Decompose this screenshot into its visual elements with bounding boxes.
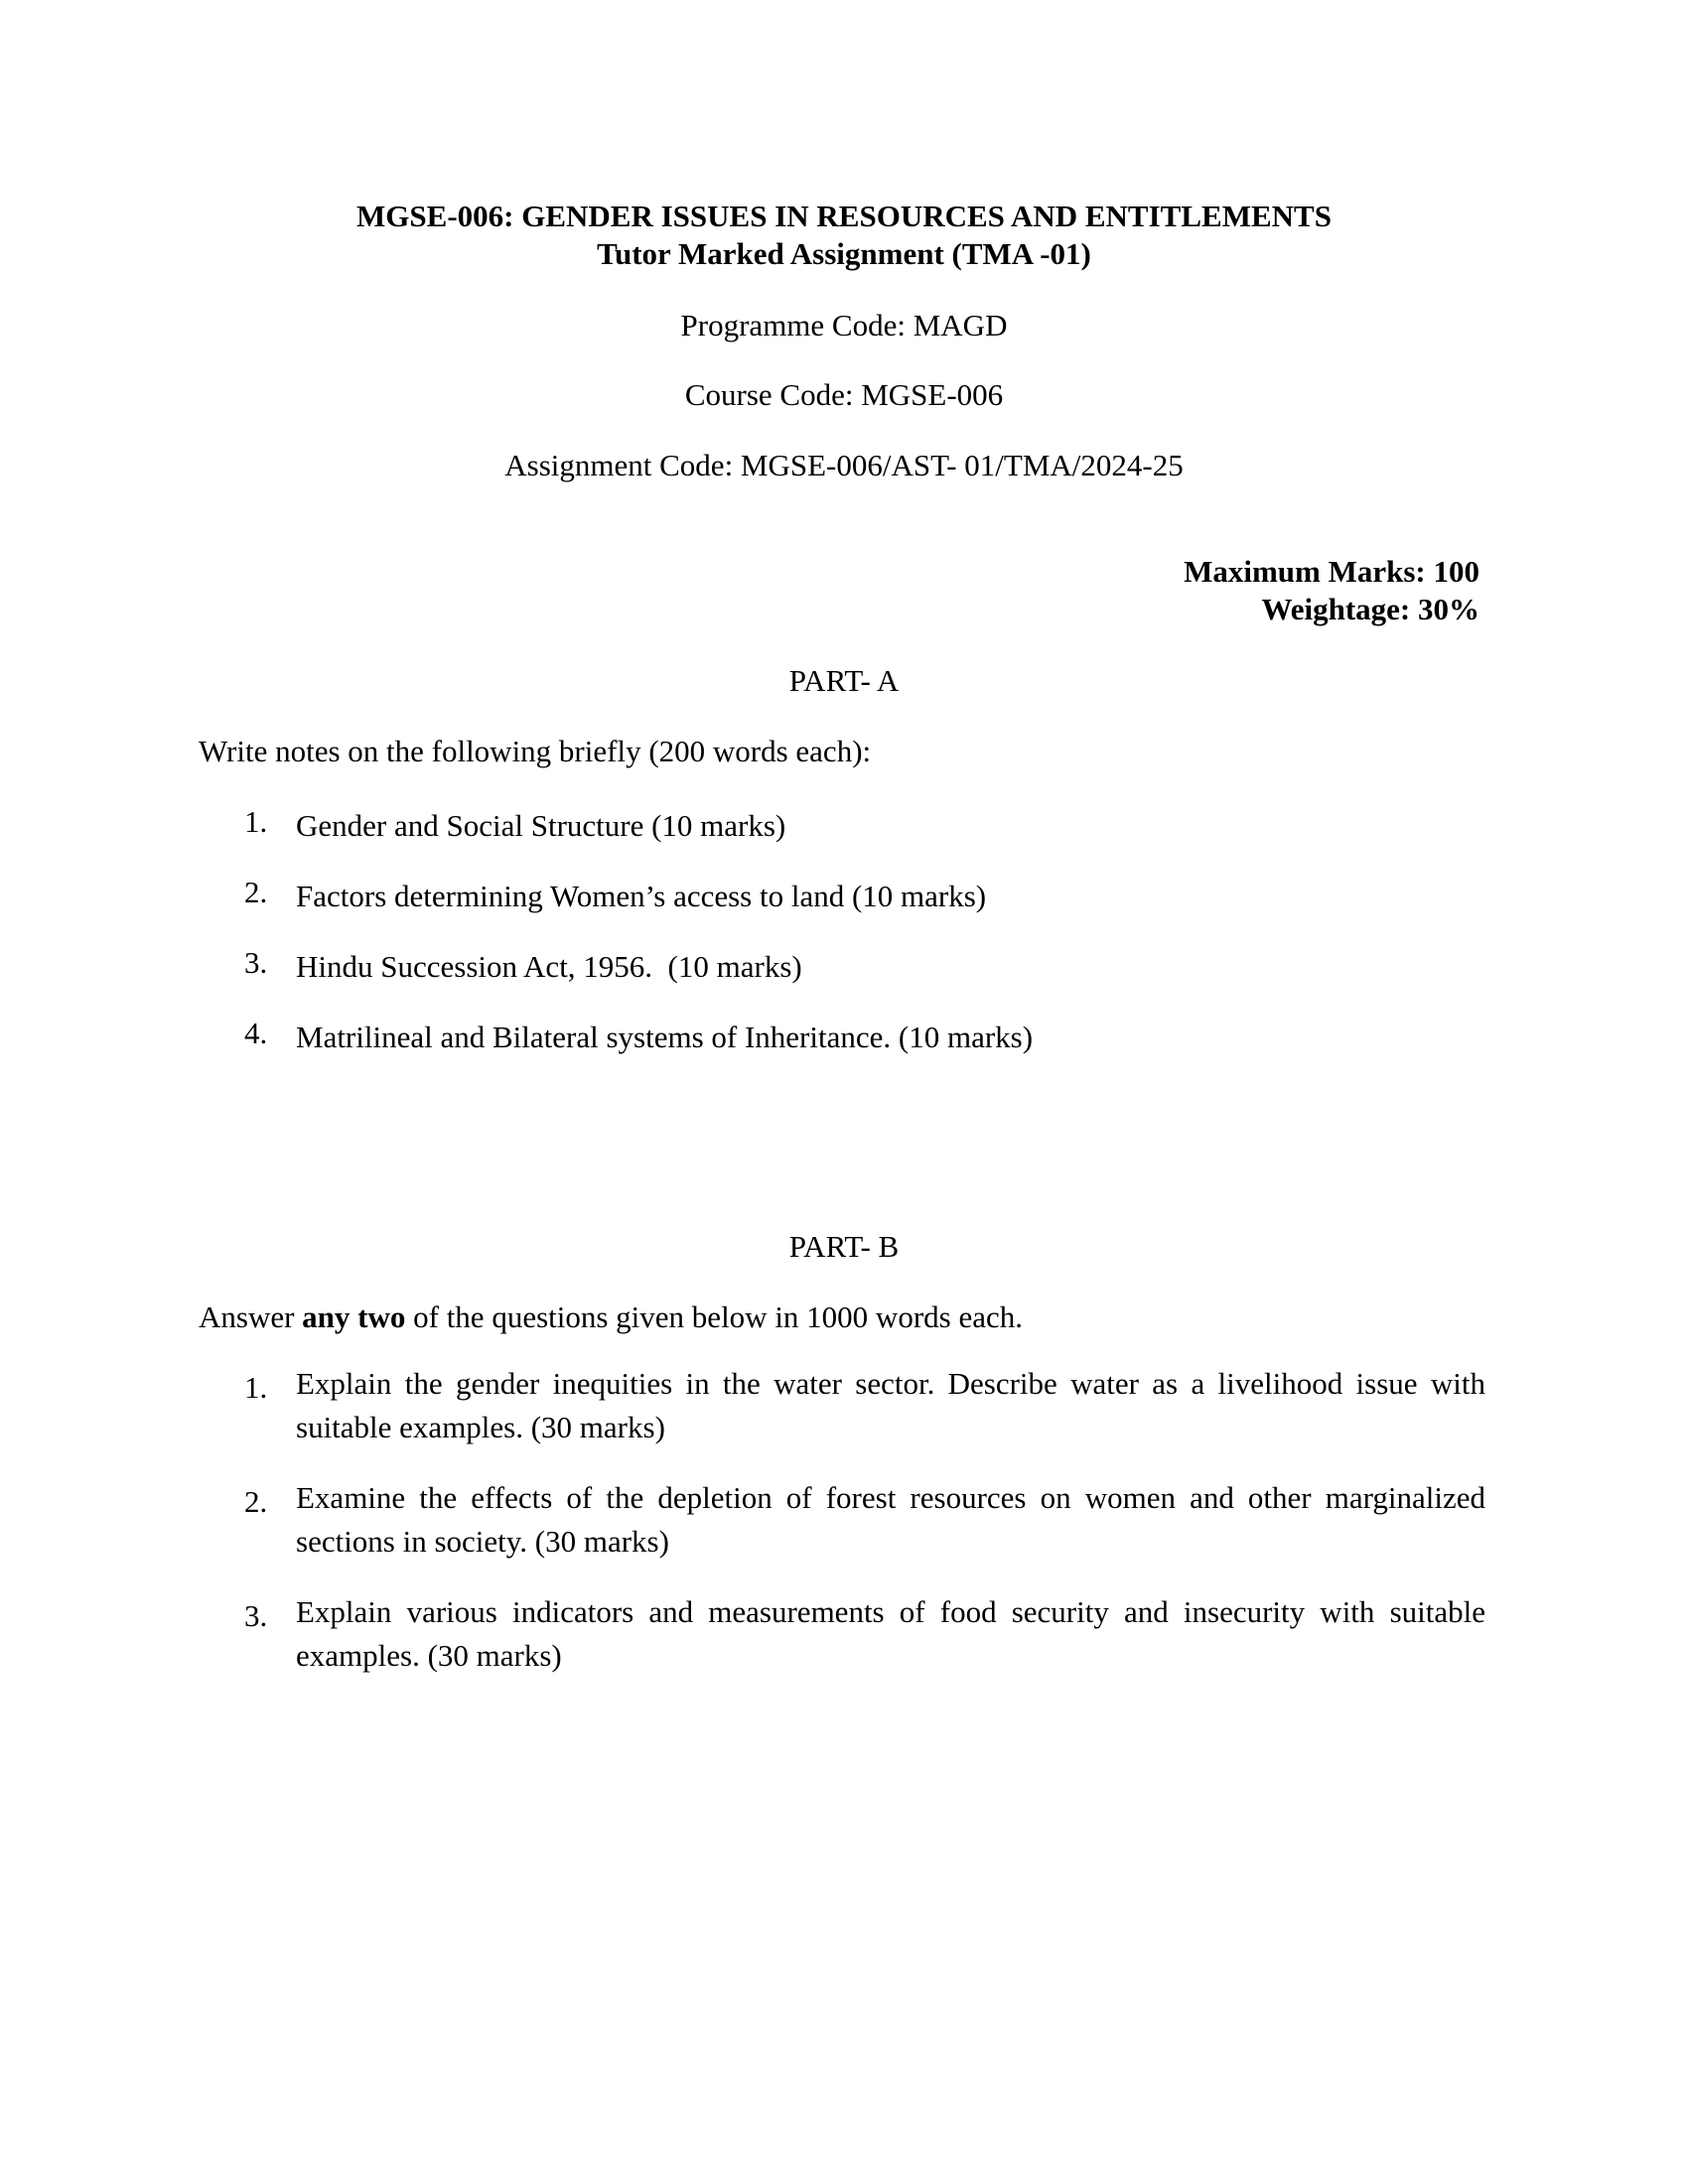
programme-code: Programme Code: MAGD — [680, 308, 1008, 342]
part-a-item — [244, 945, 1485, 989]
part-b-item — [244, 1362, 1485, 1449]
item-text: Gender and Social Structure (10 marks) — [296, 808, 786, 843]
instruction-emphasis: any two — [302, 1299, 406, 1334]
item-number: 4. — [244, 1016, 268, 1050]
item-number: 3. — [244, 945, 268, 980]
part-a-heading: PART- A — [788, 663, 900, 698]
item-number: 3. — [244, 1598, 268, 1633]
item-text: Examine the effects of the depletion of forest resources on women and other marginalized sections in society. (30 marks) — [296, 1480, 1485, 1559]
course-code: Course Code: MGSE-006 — [684, 377, 1004, 412]
part-b-instruction — [199, 1299, 1023, 1335]
weightage: Weightage: 30% — [1261, 592, 1479, 626]
item-number: 1. — [244, 1370, 268, 1405]
part-b-item — [244, 1590, 1485, 1678]
part-a-item — [244, 804, 1485, 848]
part-a-item — [244, 1016, 1485, 1059]
assignment-code: Assignment Code: MGSE-006/AST- 01/TMA/2024-25 — [504, 448, 1184, 482]
document-title: MGSE-006: GENDER ISSUES IN RESOURCES AND ENTITLEMENTS — [356, 199, 1332, 233]
item-text: Explain the gender inequities in the water sector. Describe water as a livelihood issue with suitable examples. (30 marks) — [296, 1366, 1485, 1444]
document-subtitle: Tutor Marked Assignment (TMA -01) — [597, 236, 1091, 271]
instruction-text: Answer — [199, 1299, 303, 1334]
part-a-instruction: Write notes on the following briefly (200 words each): — [199, 734, 872, 768]
item-text: Hindu Succession Act, 1956. (10 marks) — [296, 949, 802, 984]
part-b-heading: PART- B — [788, 1229, 900, 1264]
maximum-marks: Maximum Marks: 100 — [1184, 554, 1479, 589]
item-number: 2. — [244, 1484, 268, 1519]
item-number: 1. — [244, 804, 268, 839]
item-text: Factors determining Women’s access to land (10 marks) — [296, 879, 987, 913]
part-a-item — [244, 875, 1485, 918]
item-number: 2. — [244, 875, 268, 909]
instruction-text: of the questions given below in 1000 words each. — [405, 1299, 1023, 1334]
part-b-item — [244, 1476, 1485, 1564]
item-text: Matrilineal and Bilateral systems of Inheritance. (10 marks) — [296, 1020, 1034, 1054]
item-text: Explain various indicators and measurements of food security and insecurity with suitable examples. (30 marks) — [296, 1594, 1485, 1673]
